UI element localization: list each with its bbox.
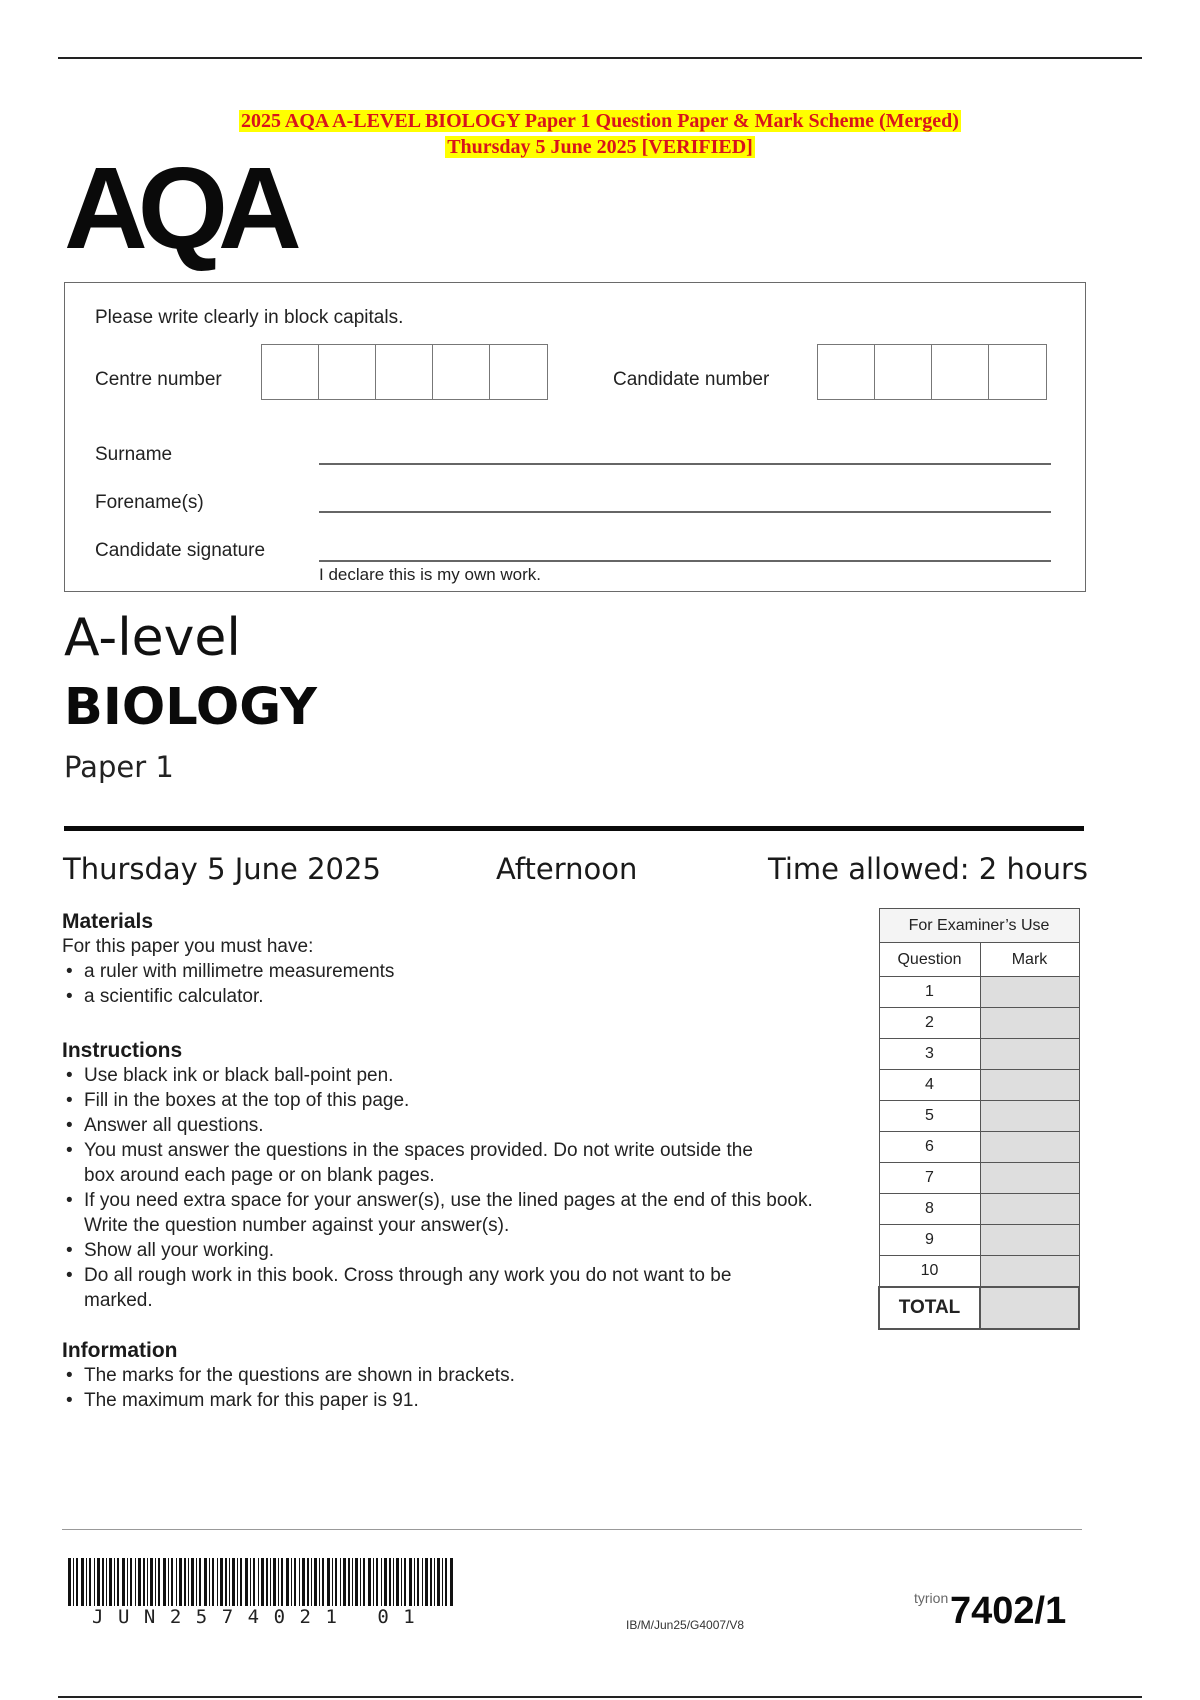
instruction-item: • Do all rough work in this book. Cross through any work you do not want to be marked. — [62, 1263, 804, 1313]
instruction-item: • Fill in the boxes at the top of this page. — [62, 1088, 852, 1113]
total-mark-cell — [980, 1287, 1079, 1329]
section-rule — [64, 826, 1084, 831]
banner-line-1: 2025 AQA A-LEVEL BIOLOGY Paper 1 Question Paper & Mark Scheme (Merged) — [241, 110, 959, 132]
mark-cell — [980, 1008, 1079, 1039]
aqa-logo: AQA — [64, 143, 292, 273]
centre-number-cell[interactable] — [490, 345, 547, 399]
materials-section — [62, 910, 842, 1009]
question-number: 1 — [879, 977, 980, 1008]
table-row — [879, 1163, 1079, 1194]
total-label: TOTAL — [879, 1287, 980, 1329]
barcode-digits: JUN2574021 01 — [92, 1606, 430, 1628]
mark-cell — [980, 1070, 1079, 1101]
watermark-text: tyrion — [914, 1590, 949, 1606]
question-number: 4 — [879, 1070, 980, 1101]
candidate-number-cell[interactable] — [932, 345, 989, 399]
question-number: 5 — [879, 1101, 980, 1132]
instructions-section — [62, 1039, 852, 1313]
centre-number-cell[interactable] — [376, 345, 433, 399]
paper-code: 7402/1 — [950, 1590, 1067, 1632]
information-section — [62, 1339, 842, 1413]
top-rule — [58, 57, 1142, 59]
candidate-number-cell[interactable] — [818, 345, 875, 399]
candidate-number-label: Candidate number — [613, 369, 770, 390]
table-row — [879, 1132, 1079, 1163]
table-row — [879, 1194, 1079, 1225]
materials-intro: For this paper you must have: — [62, 936, 314, 957]
question-number: 10 — [879, 1256, 980, 1288]
materials-item: • a scientific calculator. — [62, 984, 842, 1009]
subject-title: BIOLOGY — [64, 678, 317, 737]
footer-rule — [62, 1529, 1082, 1530]
table-row — [879, 1039, 1079, 1070]
instructions-heading: Instructions — [62, 1039, 183, 1062]
bottom-rule — [58, 1696, 1142, 1698]
question-number: 3 — [879, 1039, 980, 1070]
mark-cell — [980, 1101, 1079, 1132]
candidate-number-boxes[interactable] — [817, 344, 1047, 400]
mark-cell — [980, 1132, 1079, 1163]
information-item: • The maximum mark for this paper is 91. — [62, 1388, 842, 1413]
question-column-header: Question — [879, 943, 980, 977]
document-reference: IB/M/Jun25/G4007/V8 — [626, 1618, 745, 1632]
examiners-use-title: For Examiner’s Use — [879, 909, 1079, 943]
mark-cell — [980, 1039, 1079, 1070]
table-row — [879, 977, 1079, 1008]
candidate-number-cell[interactable] — [989, 345, 1046, 399]
table-row — [879, 1070, 1079, 1101]
time-allowed: Time allowed: 2 hours — [768, 852, 1088, 886]
surname-label: Surname — [95, 444, 173, 465]
table-row — [879, 1101, 1079, 1132]
question-number: 2 — [879, 1008, 980, 1039]
instruction-item: • You must answer the questions in the spaces provided. Do not write outside the box around each page or on blank pages. — [62, 1138, 764, 1188]
centre-number-boxes[interactable] — [261, 344, 548, 400]
mark-cell — [980, 1163, 1079, 1194]
exam-session: Afternoon — [496, 852, 638, 886]
instruction-item: • Use black ink or black ball-point pen. — [62, 1063, 852, 1088]
qualification-level: A-level — [64, 608, 241, 668]
information-heading: Information — [62, 1339, 178, 1362]
instruction-item: • If you need extra space for your answer(s), use the lined pages at the end of this book. Write the question number against your answer(s). — [62, 1188, 824, 1238]
total-row — [879, 1287, 1079, 1329]
question-number: 9 — [879, 1225, 980, 1256]
surname-field[interactable] — [319, 463, 1051, 465]
declaration-text: I declare this is my own work. — [319, 565, 542, 584]
mark-cell — [980, 977, 1079, 1008]
question-number: 7 — [879, 1163, 980, 1194]
banner-line-2: Thursday 5 June 2025 [VERIFIED] — [447, 136, 753, 158]
information-item: • The marks for the questions are shown in brackets. — [62, 1363, 842, 1388]
centre-number-cell[interactable] — [433, 345, 490, 399]
mark-column-header: Mark — [980, 943, 1079, 977]
examiners-use-table — [878, 908, 1080, 1330]
signature-field[interactable] — [319, 560, 1051, 562]
centre-number-cell[interactable] — [262, 345, 319, 399]
centre-number-cell[interactable] — [319, 345, 376, 399]
table-row — [879, 1008, 1079, 1039]
candidate-number-cell[interactable] — [875, 345, 932, 399]
question-number: 8 — [879, 1194, 980, 1225]
forename-label: Forename(s) — [95, 492, 204, 513]
candidate-details-box — [64, 282, 1086, 592]
table-row — [879, 1256, 1079, 1288]
mark-cell — [980, 1194, 1079, 1225]
forename-field[interactable] — [319, 511, 1051, 513]
instruction-item: • Answer all questions. — [62, 1113, 852, 1138]
materials-heading: Materials — [62, 910, 154, 933]
mark-cell — [980, 1256, 1079, 1288]
paper-number: Paper 1 — [64, 750, 174, 784]
question-number: 6 — [879, 1132, 980, 1163]
instruction-item: • Show all your working. — [62, 1238, 852, 1263]
centre-number-label: Centre number — [95, 369, 222, 390]
table-row — [879, 1225, 1079, 1256]
materials-item: • a ruler with millimetre measurements — [62, 959, 842, 984]
signature-label: Candidate signature — [95, 540, 266, 561]
barcode-bars — [68, 1558, 453, 1606]
barcode — [68, 1558, 453, 1606]
mark-cell — [980, 1225, 1079, 1256]
block-capitals-instruction: Please write clearly in block capitals. — [95, 307, 404, 328]
exam-date: Thursday 5 June 2025 — [63, 852, 381, 886]
